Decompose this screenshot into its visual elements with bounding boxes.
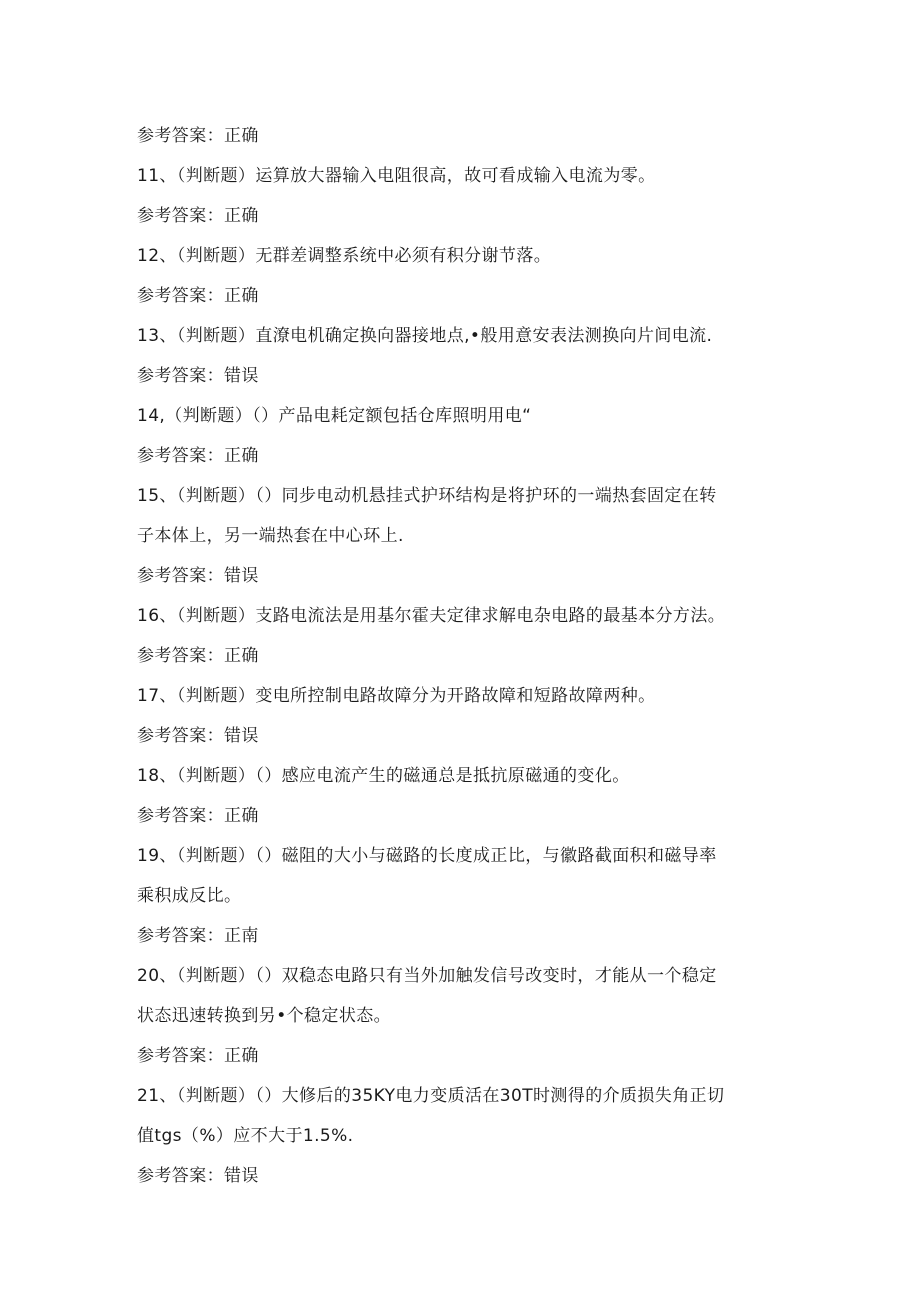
question-line-19-cont: 乘积成反比。 (137, 886, 242, 906)
answer-line-20: 参考答案：正确 (137, 1046, 259, 1066)
question-line-13: 13、（判断题）直潦电机确定换向器接地点,•般用意安表法测换向片间电流. (137, 326, 713, 346)
answer-line-11: 参考答案：正确 (137, 206, 259, 226)
question-line-12: 12、（判断题）无群差调整系统中必须有积分谢节落。 (137, 246, 552, 266)
answer-line-17: 参考答案：错误 (137, 726, 259, 746)
answer-line-13: 参考答案：错误 (137, 366, 259, 386)
question-line-20: 20、（判断题）（）双稳态电路只有当外加触发信号改变时，才能从一个稳定 (137, 966, 717, 986)
answer-line-12: 参考答案：正确 (137, 286, 259, 306)
question-line-14: 14,（判断题）（）产品电耗定额包括仓库照明用电“ (137, 406, 532, 426)
answer-line-14: 参考答案：正确 (137, 446, 259, 466)
question-line-11: 11、（判断题）运算放大器输入电阻很高，故可看成输入电流为零。 (137, 166, 656, 186)
question-line-15-cont: 子本体上，另一端热套在中心环上. (137, 526, 404, 546)
answer-line-16: 参考答案：正确 (137, 646, 259, 666)
question-line-20-cont: 状态迅速转换到另•个稳定状态。 (137, 1006, 392, 1026)
answer-line-15: 参考答案：错误 (137, 566, 259, 586)
question-line-21-cont: 值tgs（%）应不大于1.5%. (137, 1126, 354, 1146)
answer-line-19: 参考答案：正南 (137, 926, 259, 946)
answer-line: 参考答案：正确 (137, 126, 259, 146)
question-line-18: 18、（判断题）（）感应电流产生的磁通总是抵抗原磁通的变化。 (137, 766, 630, 786)
question-line-21: 21、（判断题）（）大修后的35KY电力变质活在30T时测得的介质损失角正切 (137, 1086, 725, 1106)
answer-line-18: 参考答案：正确 (137, 806, 259, 826)
question-line-16: 16、（判断题）支路电流法是用基尔霍夫定律求解电杂电路的最基本分方法。 (137, 606, 726, 626)
question-line-15: 15、（判断题）（）同步电动机悬挂式护环结构是将护环的一端热套固定在转 (137, 486, 717, 506)
question-line-19: 19、（判断题）（）磁阻的大小与磁路的长度成正比，与徽路截面积和磁导率 (137, 846, 717, 866)
question-line-17: 17、（判断题）变电所控制电路故障分为开路故障和短路故障两种。 (137, 686, 656, 706)
question-list (137, 116, 777, 1196)
answer-line-21: 参考答案：错误 (137, 1166, 259, 1186)
